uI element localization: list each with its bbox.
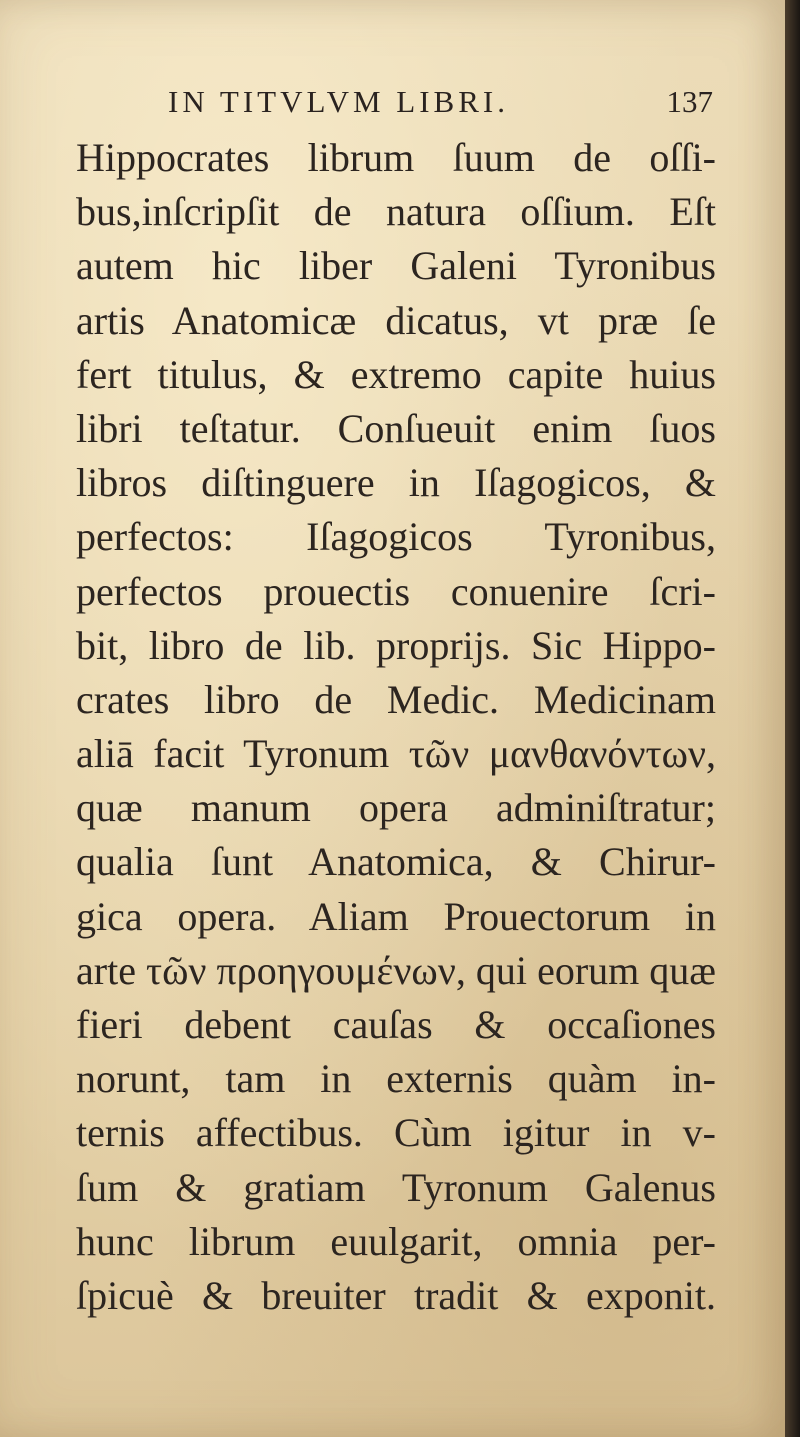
text-line: hunc librum euulgarit, omnia per- <box>76 1218 716 1264</box>
text-line: fert titulus, & extremo capite huius <box>76 351 716 397</box>
text-line: ternis affectibus. Cùm igitur in v- <box>76 1110 716 1156</box>
text-line: libros diſtinguere in Iſagogicos, & <box>76 460 716 506</box>
text-line: qualia ſunt Anatomica, & Chirur- <box>76 839 716 885</box>
text-line: crates libro de Medic. Medicinam <box>76 676 716 722</box>
text-line: gica opera. Aliam Prouectorum in <box>76 893 716 939</box>
text-line: bus,inſcripſit de natura oſſium. Eſt <box>76 189 716 235</box>
text-line: bit, libro de lib. proprijs. Sic Hippo- <box>76 622 716 668</box>
text-line: libri teſtatur. Conſueuit enim ſuos <box>76 405 716 451</box>
text-line: ſum & gratiam Tyronum Galenus <box>76 1164 716 1210</box>
text-line: quæ manum opera adminiſtratur; <box>76 785 716 831</box>
text-line: artis Anatomicæ dicatus, vt præ ſe <box>76 297 716 343</box>
page-number: 137 <box>666 84 713 119</box>
running-title: IN TITVLVM LIBRI. <box>168 84 509 119</box>
text-line: norunt, tam in externis quàm in- <box>76 1056 716 1102</box>
page-edge <box>785 0 800 1437</box>
text-line: perfectos prouectis conuenire ſcri- <box>76 568 716 614</box>
text-line: fieri debent cauſas & occaſiones <box>76 1002 716 1047</box>
text-line: arte τῶν προηγουμένων, qui eorum quæ <box>76 947 716 993</box>
text-line: Hippocrates librum ſuum de oſſi- <box>76 135 716 180</box>
text-line: perfectos: Iſagogicos Tyronibus, <box>76 514 716 560</box>
text-line: aliā facit Tyronum τῶν μανθανόντων, <box>76 731 716 777</box>
text-line: autem hic liber Galeni Tyronibus <box>76 243 716 289</box>
page-header <box>168 84 713 124</box>
text-line: ſpicuè & breuiter tradit & exponit. <box>76 1272 716 1318</box>
body-text <box>76 131 716 1323</box>
